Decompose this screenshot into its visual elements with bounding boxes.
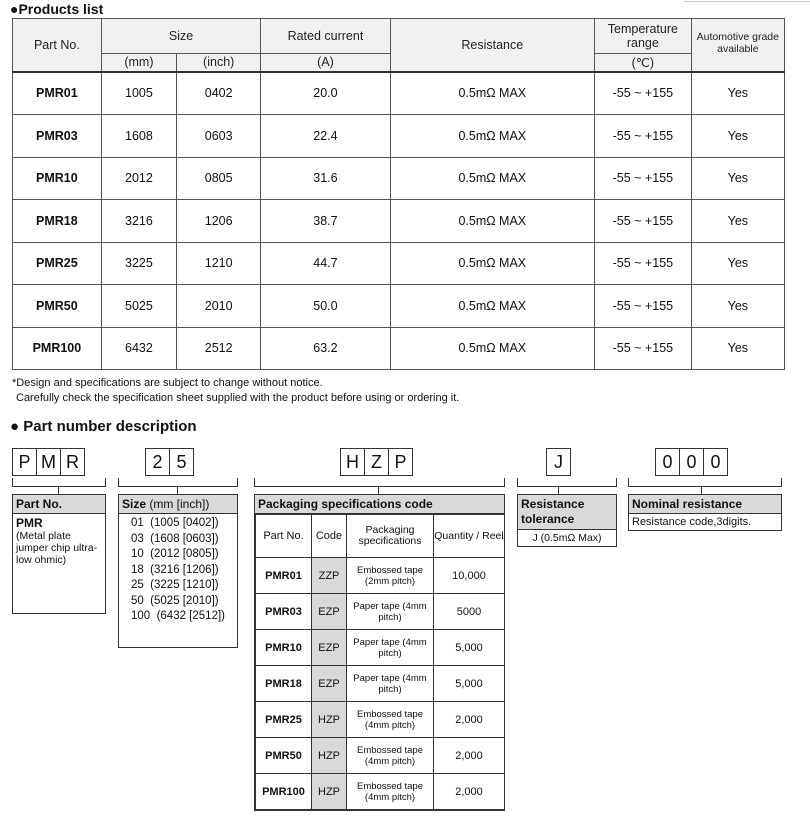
pk-cell-code: HZP xyxy=(312,702,347,738)
code-char: P xyxy=(13,449,37,475)
cell-temperature: -55 ~ +155 xyxy=(595,200,692,243)
pk-cell-part: PMR25 xyxy=(256,702,312,738)
pk-cell-code: EZP xyxy=(312,630,347,666)
col-size: Size xyxy=(101,19,261,54)
pk-col-qty: Quantity / Reel xyxy=(434,515,505,558)
pk-cell-qty: 5,000 xyxy=(434,630,505,666)
code-char: P xyxy=(394,452,407,472)
cell-size-mm: 3216 xyxy=(101,200,176,243)
pk-cell-qty: 2,000 xyxy=(434,738,505,774)
cell-resistance: 0.5mΩ MAX xyxy=(390,242,595,285)
part-number-title: ● Part number description xyxy=(10,418,197,435)
code-char: 5 xyxy=(176,452,187,472)
note-check: Carefully check the specification sheet supplied with the product before using or ordering it. xyxy=(16,392,460,404)
size-item: 01 (1005 [0402]) xyxy=(131,517,219,529)
col-size-inch: (inch) xyxy=(177,54,261,72)
pk-cell-part: PMR10 xyxy=(256,630,312,666)
pk-cell-spec: Embossed tape (4mm pitch) xyxy=(347,774,434,810)
cell-part-no: PMR50 xyxy=(13,285,102,328)
size-item: 50 (5025 [2010]) xyxy=(131,594,219,607)
packaging-row xyxy=(256,558,505,594)
connector-pmr xyxy=(12,478,106,487)
cell-resistance: 0.5mΩ MAX xyxy=(390,327,595,370)
pk-cell-part: PMR03 xyxy=(256,594,312,630)
cell-automotive: Yes xyxy=(691,242,784,285)
code-char: 0 xyxy=(710,452,721,472)
code-char: 0 xyxy=(680,449,704,475)
cell-temperature: -55 ~ +155 xyxy=(595,72,692,115)
cell-resistance: 0.5mΩ MAX xyxy=(390,200,595,243)
code-char: 0 xyxy=(656,449,680,475)
pk-cell-part: PMR100 xyxy=(256,774,312,810)
size-item: 100 (6432 [2512]) xyxy=(131,610,225,622)
cell-part-no: PMR18 xyxy=(13,200,102,243)
pk-col-spec: Packaging specifications xyxy=(347,515,434,558)
cell-size-mm: 3225 xyxy=(101,242,176,285)
tolerance-box-header: Resistance tolerance xyxy=(518,495,616,530)
code-char: H xyxy=(341,449,365,475)
size-item: 25 (3225 [1210]) xyxy=(131,579,219,591)
pk-cell-spec: Paper tape (4mm pitch) xyxy=(347,594,434,630)
code-box-nominal xyxy=(655,448,728,476)
pk-cell-qty: 10,000 xyxy=(434,558,505,594)
pk-cell-spec: Embossed tape (4mm pitch) xyxy=(347,702,434,738)
cell-temperature: -55 ~ +155 xyxy=(595,157,692,200)
pk-cell-part: PMR50 xyxy=(256,738,312,774)
tolerance-box xyxy=(517,494,617,547)
code-char: J xyxy=(554,452,563,472)
code-box-packaging xyxy=(340,448,413,476)
part-no-code: PMR xyxy=(16,516,43,530)
cell-automotive: Yes xyxy=(691,200,784,243)
nominal-box-header: Nominal resistance xyxy=(629,495,781,514)
cell-automotive: Yes xyxy=(691,115,784,158)
cell-resistance: 0.5mΩ MAX xyxy=(390,157,595,200)
packaging-row xyxy=(256,702,505,738)
size-item: 10 (2012 [0805]) xyxy=(131,548,219,560)
packaging-row xyxy=(256,666,505,702)
connector-pack xyxy=(254,478,505,487)
pk-cell-spec: Paper tape (4mm pitch) xyxy=(347,630,434,666)
cell-temperature: -55 ~ +155 xyxy=(595,115,692,158)
cell-rated-current: 63.2 xyxy=(261,327,390,370)
cell-resistance: 0.5mΩ MAX xyxy=(390,285,595,328)
pk-col-part: Part No. xyxy=(256,515,312,558)
packaging-row xyxy=(256,738,505,774)
products-table xyxy=(12,18,785,370)
cell-automotive: Yes xyxy=(691,327,784,370)
pk-cell-qty: 2,000 xyxy=(434,702,505,738)
cell-rated-current: 50.0 xyxy=(261,285,390,328)
packaging-row xyxy=(256,594,505,630)
col-temp-unit: (℃) xyxy=(595,54,692,72)
packaging-table xyxy=(255,514,505,810)
pk-cell-code: EZP xyxy=(312,594,347,630)
pk-cell-part: PMR18 xyxy=(256,666,312,702)
pk-cell-qty: 2,000 xyxy=(434,774,505,810)
col-automotive: Automotive grade available xyxy=(691,19,784,72)
product-row xyxy=(13,200,785,243)
cell-automotive: Yes xyxy=(691,72,784,115)
nominal-box xyxy=(628,494,782,531)
part-no-box xyxy=(12,494,106,614)
product-row xyxy=(13,285,785,328)
packaging-box xyxy=(254,494,505,811)
code-char: R xyxy=(66,452,79,472)
cell-rated-current: 31.6 xyxy=(261,157,390,200)
cell-rated-current: 44.7 xyxy=(261,242,390,285)
connector-size xyxy=(118,478,238,487)
tolerance-value: J (0.5mΩ Max) xyxy=(532,532,602,544)
cell-resistance: 0.5mΩ MAX xyxy=(390,72,595,115)
cell-part-no: PMR25 xyxy=(13,242,102,285)
cell-size-inch: 2512 xyxy=(177,327,261,370)
product-row xyxy=(13,157,785,200)
col-part-no: Part No. xyxy=(13,19,102,72)
product-row xyxy=(13,242,785,285)
code-box-pmr xyxy=(12,448,85,476)
col-size-mm: (mm) xyxy=(101,54,176,72)
pk-cell-qty: 5000 xyxy=(434,594,505,630)
pk-cell-spec: Embossed tape (2mm pitch) xyxy=(347,558,434,594)
cell-part-no: PMR10 xyxy=(13,157,102,200)
note-design: *Design and specifications are subject to change without notice. xyxy=(12,377,323,389)
top-rule xyxy=(684,1,810,2)
product-row xyxy=(13,327,785,370)
cell-size-mm: 5025 xyxy=(101,285,176,328)
packaging-row xyxy=(256,630,505,666)
cell-rated-current: 22.4 xyxy=(261,115,390,158)
code-box-tolerance xyxy=(546,448,571,476)
pk-cell-code: HZP xyxy=(312,738,347,774)
cell-size-inch: 1210 xyxy=(177,242,261,285)
cell-size-inch: 0805 xyxy=(177,157,261,200)
cell-part-no: PMR01 xyxy=(13,72,102,115)
code-char: M xyxy=(37,449,61,475)
pk-cell-spec: Paper tape (4mm pitch) xyxy=(347,666,434,702)
cell-size-inch: 0402 xyxy=(177,72,261,115)
cell-temperature: -55 ~ +155 xyxy=(595,327,692,370)
code-char: Z xyxy=(365,449,389,475)
cell-size-mm: 1608 xyxy=(101,115,176,158)
code-char: 2 xyxy=(146,449,170,475)
part-no-box-header: Part No. xyxy=(13,495,105,514)
size-box xyxy=(118,494,238,648)
pk-cell-qty: 5,000 xyxy=(434,666,505,702)
size-item: 18 (3216 [1206]) xyxy=(131,563,219,576)
col-rated-current: Rated current xyxy=(261,19,390,54)
products-list-title: ●Products list xyxy=(10,1,104,17)
cell-temperature: -55 ~ +155 xyxy=(595,285,692,328)
packaging-box-header: Packaging specifications code xyxy=(255,495,504,514)
product-row xyxy=(13,115,785,158)
cell-resistance: 0.5mΩ MAX xyxy=(390,115,595,158)
pk-cell-spec: Embossed tape (4mm pitch) xyxy=(347,738,434,774)
pk-cell-code: HZP xyxy=(312,774,347,810)
col-resistance: Resistance xyxy=(390,19,595,72)
cell-size-inch: 1206 xyxy=(177,200,261,243)
pk-col-code: Code xyxy=(312,515,347,558)
pk-cell-code: EZP xyxy=(312,666,347,702)
cell-size-inch: 2010 xyxy=(177,285,261,328)
pk-cell-part: PMR01 xyxy=(256,558,312,594)
connector-tol xyxy=(517,478,617,487)
size-box-header: Size (mm [inch]) xyxy=(119,495,237,514)
cell-rated-current: 20.0 xyxy=(261,72,390,115)
cell-temperature: -55 ~ +155 xyxy=(595,242,692,285)
cell-part-no: PMR03 xyxy=(13,115,102,158)
cell-size-mm: 2012 xyxy=(101,157,176,200)
col-current-unit: (A) xyxy=(261,54,390,72)
cell-size-inch: 0603 xyxy=(177,115,261,158)
pk-cell-code: ZZP xyxy=(312,558,347,594)
connector-nom xyxy=(628,478,782,487)
size-item: 03 (1608 [0603]) xyxy=(131,532,219,545)
code-box-size xyxy=(145,448,194,476)
col-temperature: Temperature range xyxy=(595,19,692,54)
cell-part-no: PMR100 xyxy=(13,327,102,370)
cell-size-mm: 1005 xyxy=(101,72,176,115)
cell-automotive: Yes xyxy=(691,157,784,200)
cell-automotive: Yes xyxy=(691,285,784,328)
product-row xyxy=(13,72,785,115)
part-no-desc: (Metal plate jumper chip ultra-low ohmic) xyxy=(16,530,98,566)
nominal-value: Resistance code,3digits. xyxy=(632,516,752,528)
packaging-row xyxy=(256,774,505,810)
cell-size-mm: 6432 xyxy=(101,327,176,370)
cell-rated-current: 38.7 xyxy=(261,200,390,243)
